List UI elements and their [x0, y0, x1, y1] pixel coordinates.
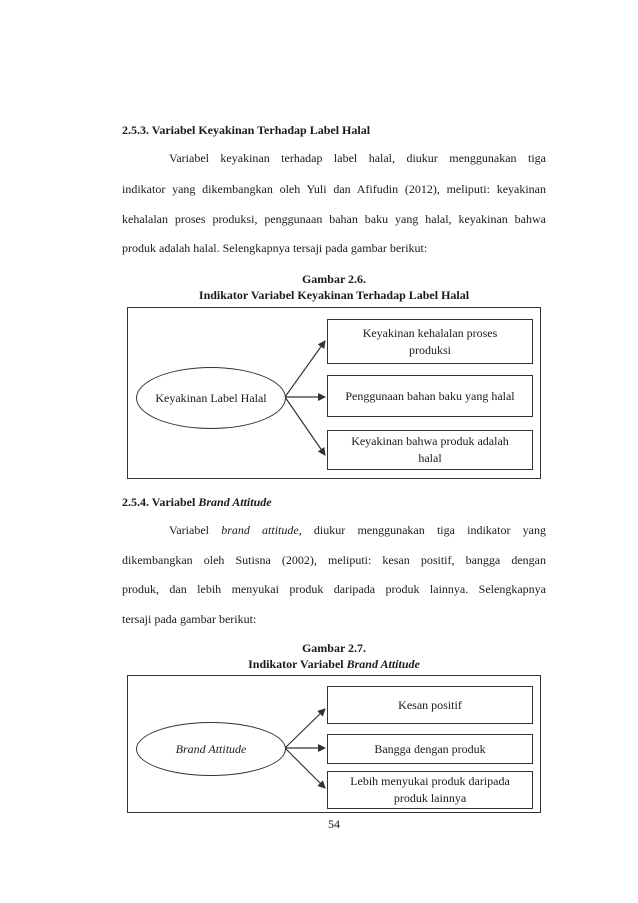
paragraph-line: produk adalah halal. Selengkapnya tersaji pada gambar berikut: [122, 241, 428, 255]
figure-2-7-frame [127, 675, 541, 813]
section-heading-2-5-3: 2.5.3. Variabel Keyakinan Terhadap Label Halal [122, 123, 371, 137]
indicator-box-1: Keyakinan kehalalan proses produksi [327, 319, 533, 364]
heading-text: 2.5.4. Variabel [122, 495, 199, 509]
paragraph-line: kehalalan proses produksi, penggunaan bahan baku yang halal, keyakinan bahwa [122, 212, 546, 226]
paragraph-line: produk, dan lebih menyukai produk daripada produk lainnya. Selengkapnya [122, 582, 546, 596]
indicator-box-2: Bangga dengan produk [327, 734, 533, 764]
figure-2-6-number: Gambar 2.6. [301, 272, 367, 286]
arrow-to-indicator-1 [285, 709, 325, 748]
paragraph-line: indikator yang dikembangkan oleh Yuli dan Afifudin (2012), meliputi: keyakinan [122, 182, 546, 196]
figure-2-6-title: Indikator Variabel Keyakinan Terhadap Label Halal [198, 288, 470, 302]
indicator-box-3: Keyakinan bahwa produk adalah halal [327, 430, 533, 470]
paragraph-line: tersaji pada gambar berikut: [122, 612, 257, 626]
arrow-to-indicator-3 [285, 397, 325, 455]
paragraph-line: dikembangkan oleh Sutisna (2002), meliputi: kesan positif, bangga dengan [122, 553, 546, 567]
paragraph-line [169, 524, 546, 536]
arrow-to-indicator-3 [285, 748, 325, 788]
text-run: Variabel [169, 523, 222, 537]
source-node-brand-attitude: Brand Attitude [136, 722, 286, 776]
source-node-keyakinan-label-halal: Keyakinan Label Halal [136, 367, 286, 429]
indicator-box-3: Lebih menyukai produk daripada produk lainnya [327, 771, 533, 809]
page-number: 54 [328, 817, 340, 831]
caption-text: Indikator Variabel [248, 657, 347, 671]
indicator-box-2: Penggunaan bahan baku yang halal [327, 375, 533, 417]
indicator-box-1: Kesan positif [327, 686, 533, 724]
section-heading-2-5-4 [122, 495, 272, 510]
arrow-to-indicator-1 [285, 341, 325, 397]
heading-italic: Brand Attitude [198, 495, 272, 509]
figure-2-6-frame [127, 307, 541, 479]
caption-italic: Brand Attitude [346, 657, 420, 671]
figure-2-7-number: Gambar 2.7. [301, 641, 367, 655]
figure-2-7-title [122, 657, 546, 672]
text-run: , diukur menggunakan tiga indikator yang [298, 523, 546, 537]
paragraph-line: Variabel keyakinan terhadap label halal, diukur menggunakan tiga [169, 151, 546, 165]
italic-run: brand attitude [221, 523, 299, 537]
